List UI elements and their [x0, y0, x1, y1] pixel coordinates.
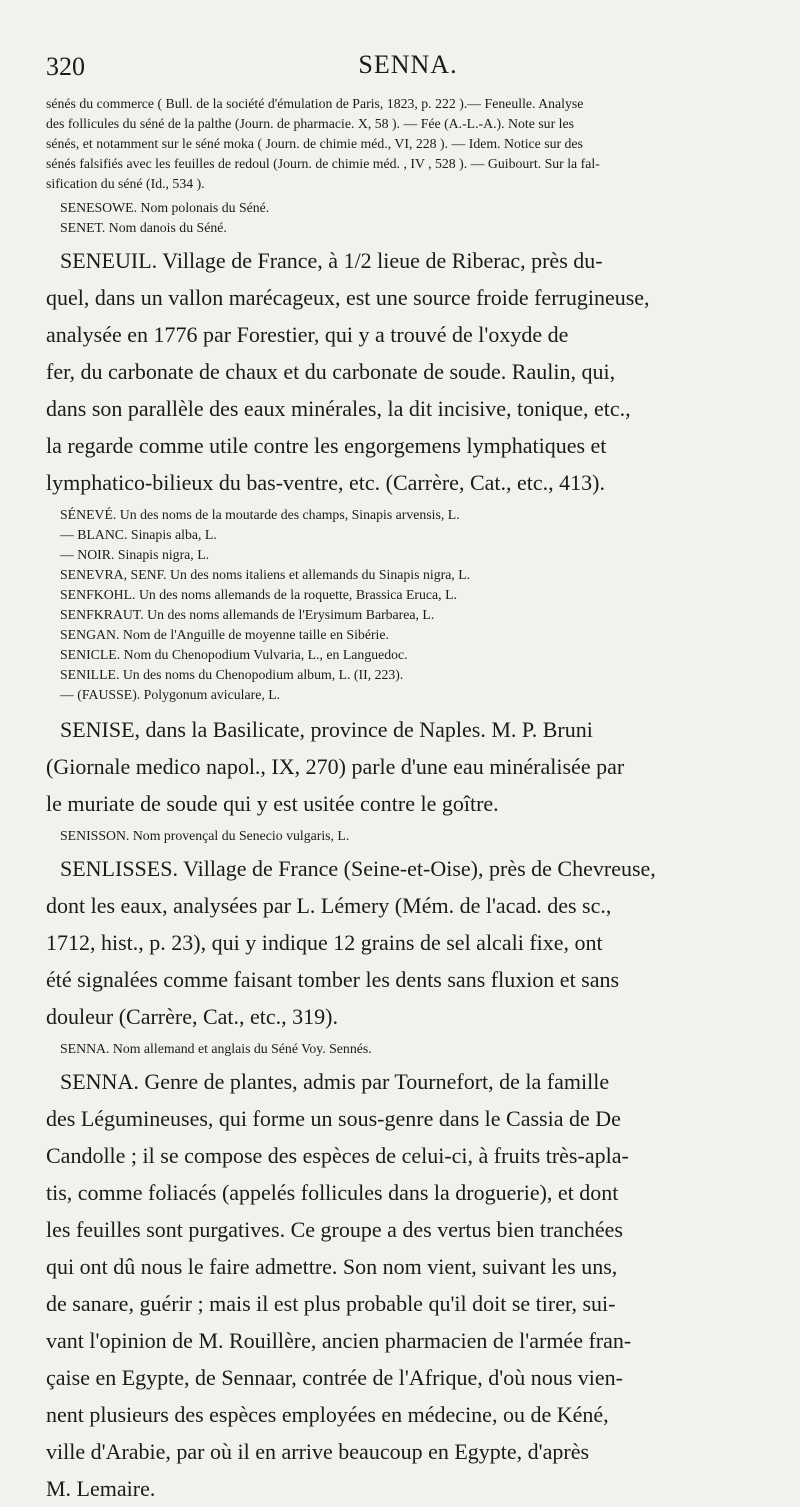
text-line: M. Lemaire.: [46, 1476, 156, 1501]
entry-senille-fausse: — (FAUSSE). Polygonum aviculare, L.: [60, 687, 281, 702]
text-line: (Giornale medico napol., IX, 270) parle d'une eau minéralisée par: [46, 754, 625, 779]
bibliography-paragraph: [46, 94, 770, 194]
text-line: dont les eaux, analysées par L. Lémery (Mém. de l'acad. des sc.,: [46, 893, 612, 918]
text-line: le muriate de soude qui y est usitée contre le goître.: [46, 791, 499, 816]
text-line: analysée en 1776 par Forestier, qui y a trouvé de l'oxyde de: [46, 322, 569, 347]
text-line: çaise en Egypte, de Sennaar, contrée de l'Afrique, d'où nous vien-: [46, 1365, 624, 1390]
text-line: de sanare, guérir ; mais il est plus probable qu'il doit se tirer, sui-: [46, 1291, 616, 1316]
text-line: fer, du carbonate de chaux et du carbonate de soude. Raulin, qui,: [46, 359, 616, 384]
entry-seneve-blanc: — BLANC. Sinapis alba, L.: [60, 527, 217, 542]
page-header: [46, 44, 770, 84]
text-line: des follicules du séné de la palthe (Journ. de pharmacie. X, 58 ). — Fée (A.-L.-A.). Note sur les: [46, 116, 574, 131]
text-line: SENNA. Genre de plantes, admis par Tournefort, de la famille: [60, 1069, 610, 1094]
text-line: vant l'opinion de M. Rouillère, ancien pharmacien de l'armée fran-: [46, 1328, 632, 1353]
running-head: SENNA.: [358, 50, 458, 79]
entry-seneve: SÉNEVÉ. Un des noms de la moutarde des champs, Sinapis arvensis, L.: [60, 507, 460, 522]
text-line: sification du séné (Id., 534 ).: [46, 176, 205, 191]
entry-senevra: SENEVRA, SENF. Un des noms italiens et allemands du Sinapis nigra, L.: [60, 567, 471, 582]
entry-senesowe: SENESOWE. Nom polonais du Séné.: [60, 200, 270, 215]
text-line: Candolle ; il se compose des espèces de celui-ci, à fruits très-apla-: [46, 1143, 629, 1168]
page-number: 320: [46, 52, 85, 81]
text-line: été signalées comme faisant tomber les dents sans fluxion et sans: [46, 967, 620, 992]
text-line: sénés, et notamment sur le séné moka ( Journ. de chimie méd., VI, 228 ). — Idem. Notice sur des: [46, 136, 583, 151]
text-line: tis, comme foliacés (appelés follicules dans la droguerie), et dont: [46, 1180, 619, 1205]
entry-senna-short: SENNA. Nom allemand et anglais du Séné Voy. Sennés.: [60, 1041, 372, 1056]
entry-senfkraut: SENFKRAUT. Un des noms allemands de l'Erysimum Barbarea, L.: [60, 607, 435, 622]
text-line: ville d'Arabie, par où il en arrive beaucoup en Egypte, d'après: [46, 1439, 590, 1464]
entry-senet: SENET. Nom danois du Séné.: [60, 220, 227, 235]
entry-seneve-noir: — NOIR. Sinapis nigra, L.: [60, 547, 210, 562]
entry-senlisses: [46, 850, 770, 1035]
entry-seneuil: [46, 242, 770, 501]
text-line: sénés du commerce ( Bull. de la société d'émulation de Paris, 1823, p. 222 ).— Feneulle. Analyse: [46, 96, 584, 111]
text-line: SENISE, dans la Basilicate, province de Naples. M. P. Bruni: [60, 717, 593, 742]
entry-senise: [46, 711, 770, 822]
text-line: dans son parallèle des eaux minérales, la dit incisive, tonique, etc.,: [46, 396, 631, 421]
text-line: des Légumineuses, qui forme un sous-genre dans le Cassia de De: [46, 1106, 621, 1131]
entry-sengan: SENGAN. Nom de l'Anguille de moyenne taille en Sibérie.: [60, 627, 389, 642]
text-line: lymphatico-bilieux du bas-ventre, etc. (Carrère, Cat., etc., 413).: [46, 470, 605, 495]
text-line: douleur (Carrère, Cat., etc., 319).: [46, 1004, 338, 1029]
text-line: sénés falsifiés avec les feuilles de redoul (Journ. de chimie méd. , IV , 528 ). — Guibourt. Sur la fal-: [46, 156, 600, 171]
text-line: les feuilles sont purgatives. Ce groupe a des vertus bien tranchées: [46, 1217, 623, 1242]
text-line: la regarde comme utile contre les engorgemens lymphatiques et: [46, 433, 607, 458]
text-line: qui ont dû nous le faire admettre. Son nom vient, suivant les uns,: [46, 1254, 618, 1279]
entry-senfkohl: SENFKOHL. Un des noms allemands de la roquette, Brassica Eruca, L.: [60, 587, 457, 602]
entry-senna: [46, 1063, 770, 1507]
entry-senicle: SENICLE. Nom du Chenopodium Vulvaria, L., en Languedoc.: [60, 647, 408, 662]
text-line: SENEUIL. Village de France, à 1/2 lieue de Riberac, près du-: [60, 248, 603, 273]
text-line: nent plusieurs des espèces employées en médecine, ou de Kéné,: [46, 1402, 609, 1427]
text-line: SENLISSES. Village de France (Seine-et-Oise), près de Chevreuse,: [60, 856, 656, 881]
text-line: quel, dans un vallon marécageux, est une source froide ferrugineuse,: [46, 285, 650, 310]
entry-senille: SENILLE. Un des noms du Chenopodium album, L. (II, 223).: [60, 667, 404, 682]
entry-senisson: SENISSON. Nom provençal du Senecio vulgaris, L.: [60, 828, 350, 843]
text-line: 1712, hist., p. 23), qui y indique 12 grains de sel alcali fixe, ont: [46, 930, 603, 955]
